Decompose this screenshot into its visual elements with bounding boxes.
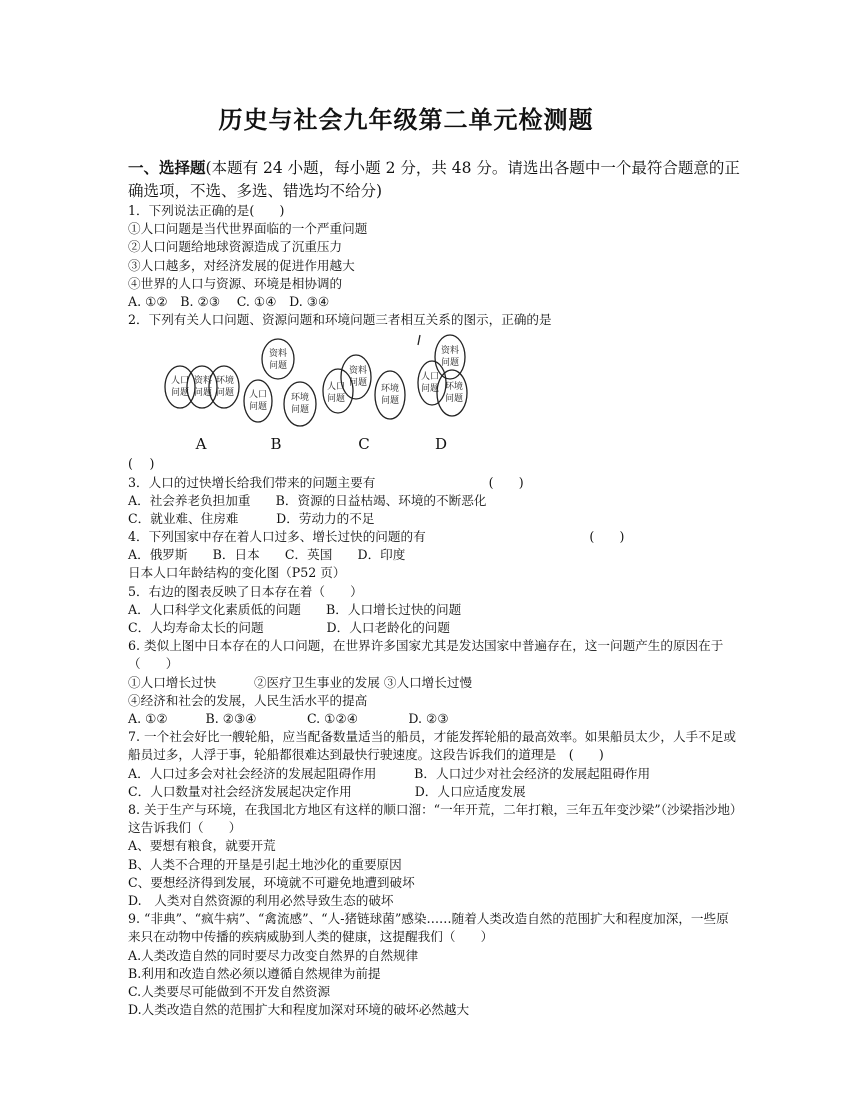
q2-answer-blank: ( ) xyxy=(128,456,155,472)
diagram-d-label-3-top: 环境 xyxy=(444,382,464,393)
q2-relationship-diagrams xyxy=(128,329,740,455)
q3-stem: 3．人口的过快增长给我们带来的问题主要有 ( ) xyxy=(128,474,524,490)
diagram-a-label-2-bottom: 问题 xyxy=(193,388,213,399)
diagram-option-c: C xyxy=(358,435,370,454)
diagram-c-circle-2 xyxy=(341,355,371,399)
q2-diagram-svg xyxy=(128,329,548,455)
q6-stem: 6. 类似上图中日本存在的人口问题，在世界许多国家尤其是发达国家中普遍存在，这一问题产生的原因在于（ ） xyxy=(128,638,724,672)
q8-option-d: D. 人类对自然资源的利用必然导致生态的破坏 xyxy=(128,892,394,908)
diagram-c-label-2-top: 资料 xyxy=(348,366,368,377)
section-header xyxy=(128,156,740,203)
q9-stem: 9. “非典”、“疯牛病”、“禽流感”、“人-猪链球菌”感染……随着人类改造自然的范围扩大和程度加深，一些原来只在动物中传播的疾病威胁到人类的健康，这提醒我们（ ） xyxy=(128,911,729,945)
q3-options-ab: A．社会养老负担加重 B．资源的日益枯竭、环境的不断恶化 xyxy=(128,492,487,508)
diagram-c-label-2-bottom: 问题 xyxy=(348,378,368,389)
q6-statements-1: ①人口增长过快 ②医疗卫生事业的发展 ③人口增长过慢 xyxy=(128,674,473,690)
diagram-b-label-2-top: 人口 xyxy=(248,390,268,401)
diagram-a-label-1-top: 人口 xyxy=(170,376,190,387)
diagram-b-label-1-bottom: 问题 xyxy=(268,361,288,372)
diagram-c-label-3-top: 环境 xyxy=(380,384,400,395)
diagram-b-label-3-bottom: 问题 xyxy=(290,405,310,416)
diagram-b-circle-2 xyxy=(244,380,272,422)
section-heading: 一、选择题 xyxy=(128,158,206,177)
q1-options: A. ①② B. ②③ C. ①④ D. ③④ xyxy=(128,293,330,309)
diagram-d-label-2-bottom: 问题 xyxy=(420,384,440,395)
figure-caption: 日本人口年龄结构的变化图（P52 页） xyxy=(128,565,346,581)
diagram-d-label-1-top: 资料 xyxy=(440,346,460,357)
q2-stem: 2．下列有关人口问题、资源问题和环境问题三者相互关系的图示，正确的是 xyxy=(128,312,552,328)
diagram-a-circle-3 xyxy=(209,366,239,408)
q9-option-c: C.人类要尽可能做到不开发自然资源 xyxy=(128,983,331,999)
q8-stem: 8. 关于生产与环境，在我国北方地区有这样的顺口溜：“一年开荒，二年打粮，三年五年变沙梁”（沙梁指沙地）这告诉我们（ ） xyxy=(128,801,737,836)
diagram-b-circle-3 xyxy=(284,382,316,426)
diagram-a-label-3-bottom: 问题 xyxy=(215,388,235,399)
q5-stem: 5．右边的图表反映了日本存在着（ ） xyxy=(128,583,363,599)
diagram-d-label-1-bottom: 问题 xyxy=(440,358,460,369)
q9-option-b: B.利用和改造自然必须以遵循自然规律为前提 xyxy=(128,965,381,981)
diagram-c-label-1-top: 人口 xyxy=(326,382,346,393)
diagram-d-label-3-bottom: 问题 xyxy=(444,394,464,405)
q6-options: A. ①② B. ②③④ C. ①②④ D. ②③ xyxy=(128,710,449,726)
q9-option-d: D.人类改造自然的范围扩大和程度加深对环境的破坏必然越大 xyxy=(128,1002,470,1018)
page-title: 历史与社会九年级第二单元检测题 xyxy=(218,105,594,134)
section-instruction: (本题有 24 小题，每小题 2 分，共 48 分。请选出各题中一个最符合题意的正确选项，不选、多选、错选均不给分) xyxy=(128,159,740,200)
diagram-d-label-2-top: 人口 xyxy=(420,372,440,383)
diagram-a-label-2-top: 资料 xyxy=(193,376,213,387)
q8-option-c: C、要想经济得到发展，环境就不可避免地遭到破坏 xyxy=(128,874,415,890)
diagram-d-mark xyxy=(418,335,420,345)
q4-options: A．俄罗斯 B．日本 C．英国 D．印度 xyxy=(128,547,406,563)
q5-options-ab: A．人口科学文化素质低的问题 B．人口增长过快的问题 xyxy=(128,601,462,617)
q7-stem: 7. 一个社会好比一艘轮船，应当配备数量适当的船员，才能发挥轮船的最高效率。如果船员太少，人手不足或船员过多，人浮于事，轮船都很难达到最快行驶速度。这段告诉我们的道理是 ( ) xyxy=(128,729,736,763)
q1-statement-4: ④世界的人口与资源、环境是相协调的 xyxy=(128,275,343,291)
diagram-c-label-3-bottom: 问题 xyxy=(380,396,400,407)
q8-option-a: A、要想有粮食，就要开荒 xyxy=(128,838,276,854)
diagram-b-label-2-bottom: 问题 xyxy=(248,402,268,413)
q5-options-cd: C．人均寿命太长的问题 D．人口老龄化的问题 xyxy=(128,620,450,635)
diagram-d-circle-1 xyxy=(435,335,465,379)
diagram-a xyxy=(165,366,239,408)
q4-stem: 4．下列国家中存在着人口过多、增长过快的问题的有 ( ) xyxy=(128,529,625,545)
diagram-d-circle-3 xyxy=(437,370,467,416)
diagram-a-label-1-bottom: 问题 xyxy=(170,388,190,399)
q1-statement-2: ②人口问题给地球资源造成了沉重压力 xyxy=(128,239,343,255)
q7-options-cd: C．人口数量对社会经济发展起决定作用 D．人口应适度发展 xyxy=(128,783,526,799)
diagram-option-b: B xyxy=(270,435,282,454)
question-list xyxy=(128,202,740,1019)
q1-statement-3: ③人口越多，对经济发展的促进作用越大 xyxy=(128,257,355,273)
diagram-option-a: A xyxy=(195,435,207,454)
diagram-b-label-3-top: 环境 xyxy=(290,393,310,404)
diagram-b-circle-1 xyxy=(262,339,294,379)
q7-options-ab: A．人口过多会对社会经济的发展起阻碍作用 B．人口过少对社会经济的发展起阻碍作用 xyxy=(128,765,651,781)
diagram-c-circle-3 xyxy=(375,371,405,419)
q1-stem: 1．下列说法正确的是( ) xyxy=(128,203,285,218)
q8-option-b: B、人类不合理的开垦是引起土地沙化的重要原因 xyxy=(128,856,402,872)
q3-options-cd: C．就业难、住房难 D．劳动力的不足 xyxy=(128,510,375,526)
diagram-c-label-1-bottom: 问题 xyxy=(326,394,346,405)
q9-option-a: A.人类改造自然的同时要尽力改变自然界的自然规律 xyxy=(128,947,419,963)
diagram-option-d: D xyxy=(434,435,448,454)
diagram-b-label-1-top: 资料 xyxy=(268,349,288,360)
q1-statement-1: ①人口问题是当代世界面临的一个严重问题 xyxy=(128,221,368,237)
q6-statements-2: ④经济和社会的发展，人民生活水平的提高 xyxy=(128,692,368,708)
diagram-a-label-3-top: 环境 xyxy=(215,376,235,387)
